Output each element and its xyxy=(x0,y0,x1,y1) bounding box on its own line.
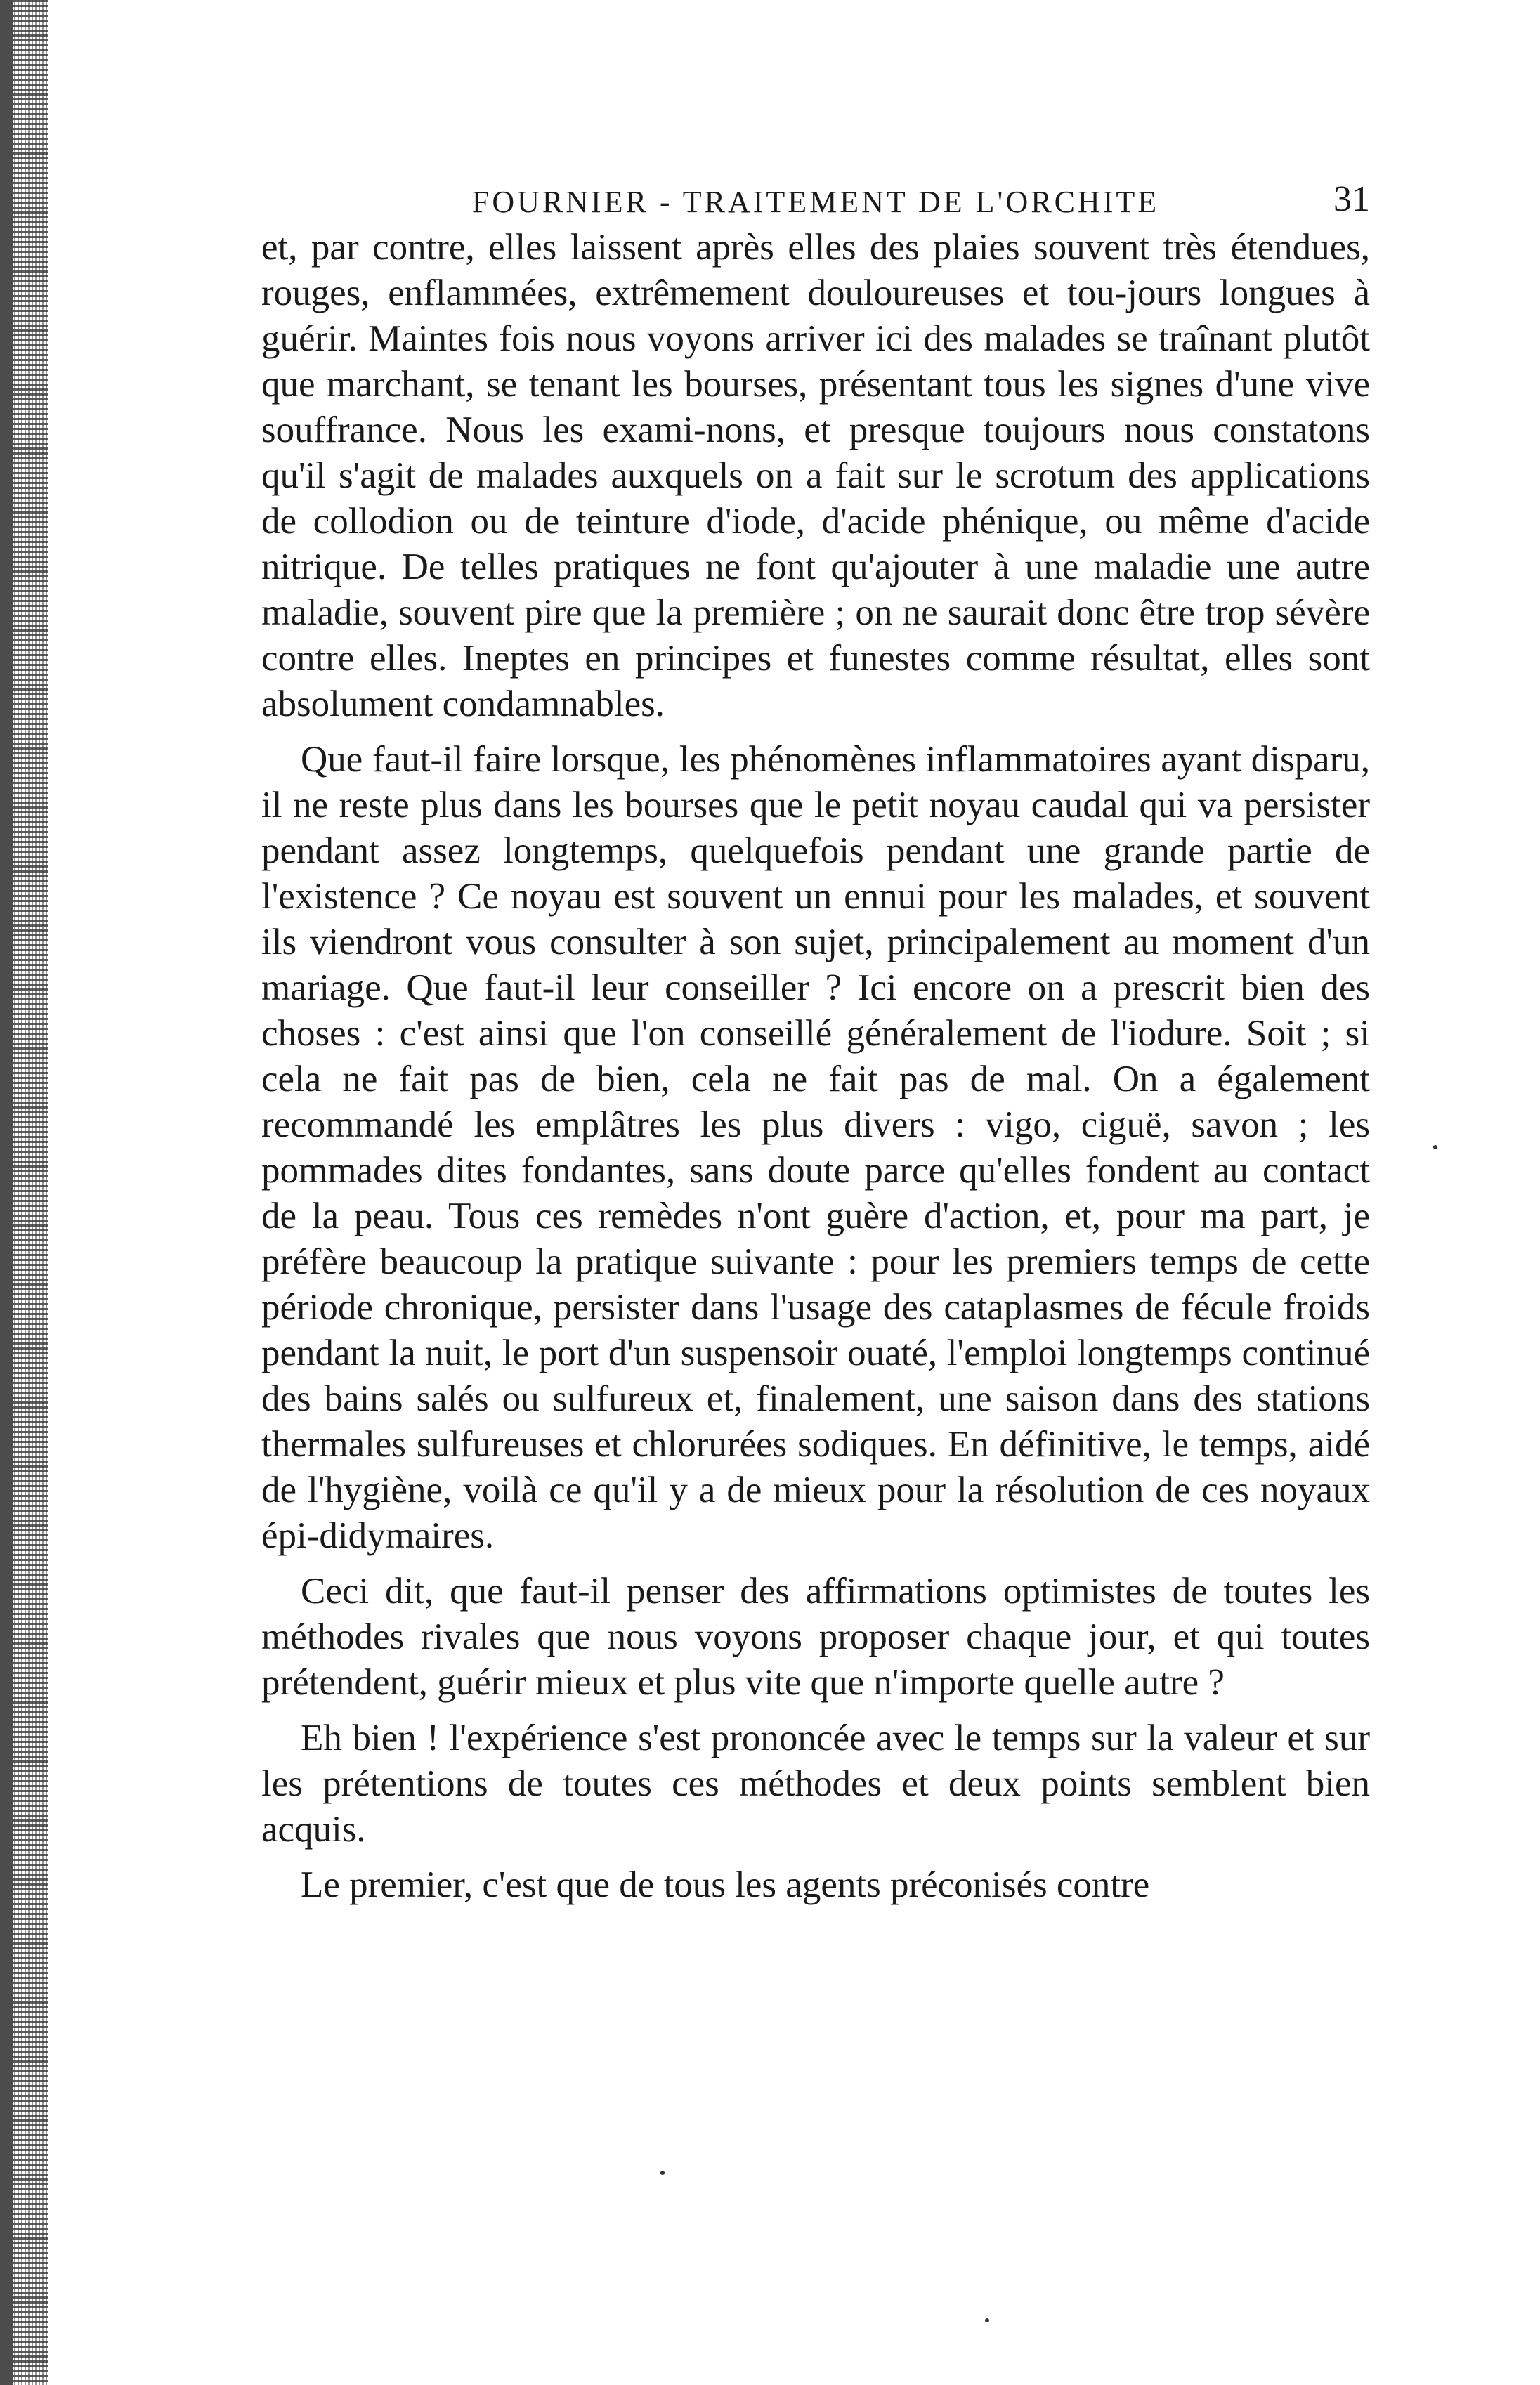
body-text xyxy=(261,225,1370,1908)
paragraph-3: Ceci dit, que faut-il penser des affirmations optimistes de toutes les méthodes rivales que nous voyons proposer chaque jour, et qui toutes prétendent, guérir mieux et plus vite que n'importe quelle autre ? xyxy=(261,1571,1370,1703)
paragraph-5: Le premier, c'est que de tous les agents préconisés contre xyxy=(301,1864,1150,1905)
scan-speck xyxy=(985,2318,989,2322)
running-header xyxy=(261,169,1370,225)
paragraph-4: Eh bien ! l'expérience s'est prononcée avec le temps sur la valeur et sur les prétentions de toutes ces méthodes et deux points semblent bien acquis. xyxy=(261,1718,1370,1850)
paragraph-2: Que faut-il faire lorsque, les phénomènes inflammatoires ayant disparu, il ne reste plus dans les bourses que le petit noyau caudal qui va persister pendant assez longtemps, quelquefois pendant une grande partie de l'existence ? Ce noyau est souvent un ennui pour les malades, et souvent ils viendront vous consulter à son sujet, principalement au moment d'un mariage. Que faut-il leur conseiller ? Ici encore on a prescrit bien des choses : c'est ainsi que l'on conseillé généralement de l'iodure. Soit ; si cela ne fait pas de bien, cela ne fait pas de mal. On a également recommandé les emplâtres les plus divers : vigo, ciguë, savon ; les pommades dites fondantes, sans doute parce qu'elles fondent au contact de la peau. Tous ces remèdes n'ont guère d'action, et, pour ma part, je préfère beaucoup la pratique suivante : pour les premiers temps de cette période chronique, persister dans l'usage des cataplasmes de fécule froids pendant la nuit, le port d'un suspensoir ouaté, l'emploi longtemps continué des bains salés ou sulfureux et, finalement, une saison dans des stations thermales sulfureuses et chlorurées sodiques. En définitive, le temps, aidé de l'hygiène, voilà ce qu'il y a de mieux pour la résolution de ces noyaux épi-didymaires. xyxy=(261,739,1370,1556)
scan-speck xyxy=(660,2171,665,2175)
scan-speck xyxy=(1433,1145,1437,1149)
book-page xyxy=(261,169,1370,1908)
scan-binding-edge xyxy=(0,0,48,2385)
paragraph-1: et, par contre, elles laissent après elles des plaies souvent très étendues, rouges, enflammées, extrêmement douloureuses et tou-jours longues à guérir. Maintes fois nous voyons arriver ici des malades se traînant plutôt que marchant, se tenant les bourses, présentant tous les signes d'une vive souffrance. Nous les exami-nons, et presque toujours nous constatons qu'il s'agit de malades auxquels on a fait sur le scrotum des applications de collodion ou de teinture d'iode, d'acide phénique, ou même d'acide nitrique. De telles pratiques ne font qu'ajouter à une maladie une autre maladie, souvent pire que la première ; on ne saurait donc être trop sévère contre elles. Ineptes en principes et funestes comme résultat, elles sont absolument condamnables. xyxy=(261,227,1370,724)
page-number: 31 xyxy=(1333,179,1370,219)
running-title: FOURNIER - TRAITEMENT DE L'ORCHITE xyxy=(471,185,1160,219)
